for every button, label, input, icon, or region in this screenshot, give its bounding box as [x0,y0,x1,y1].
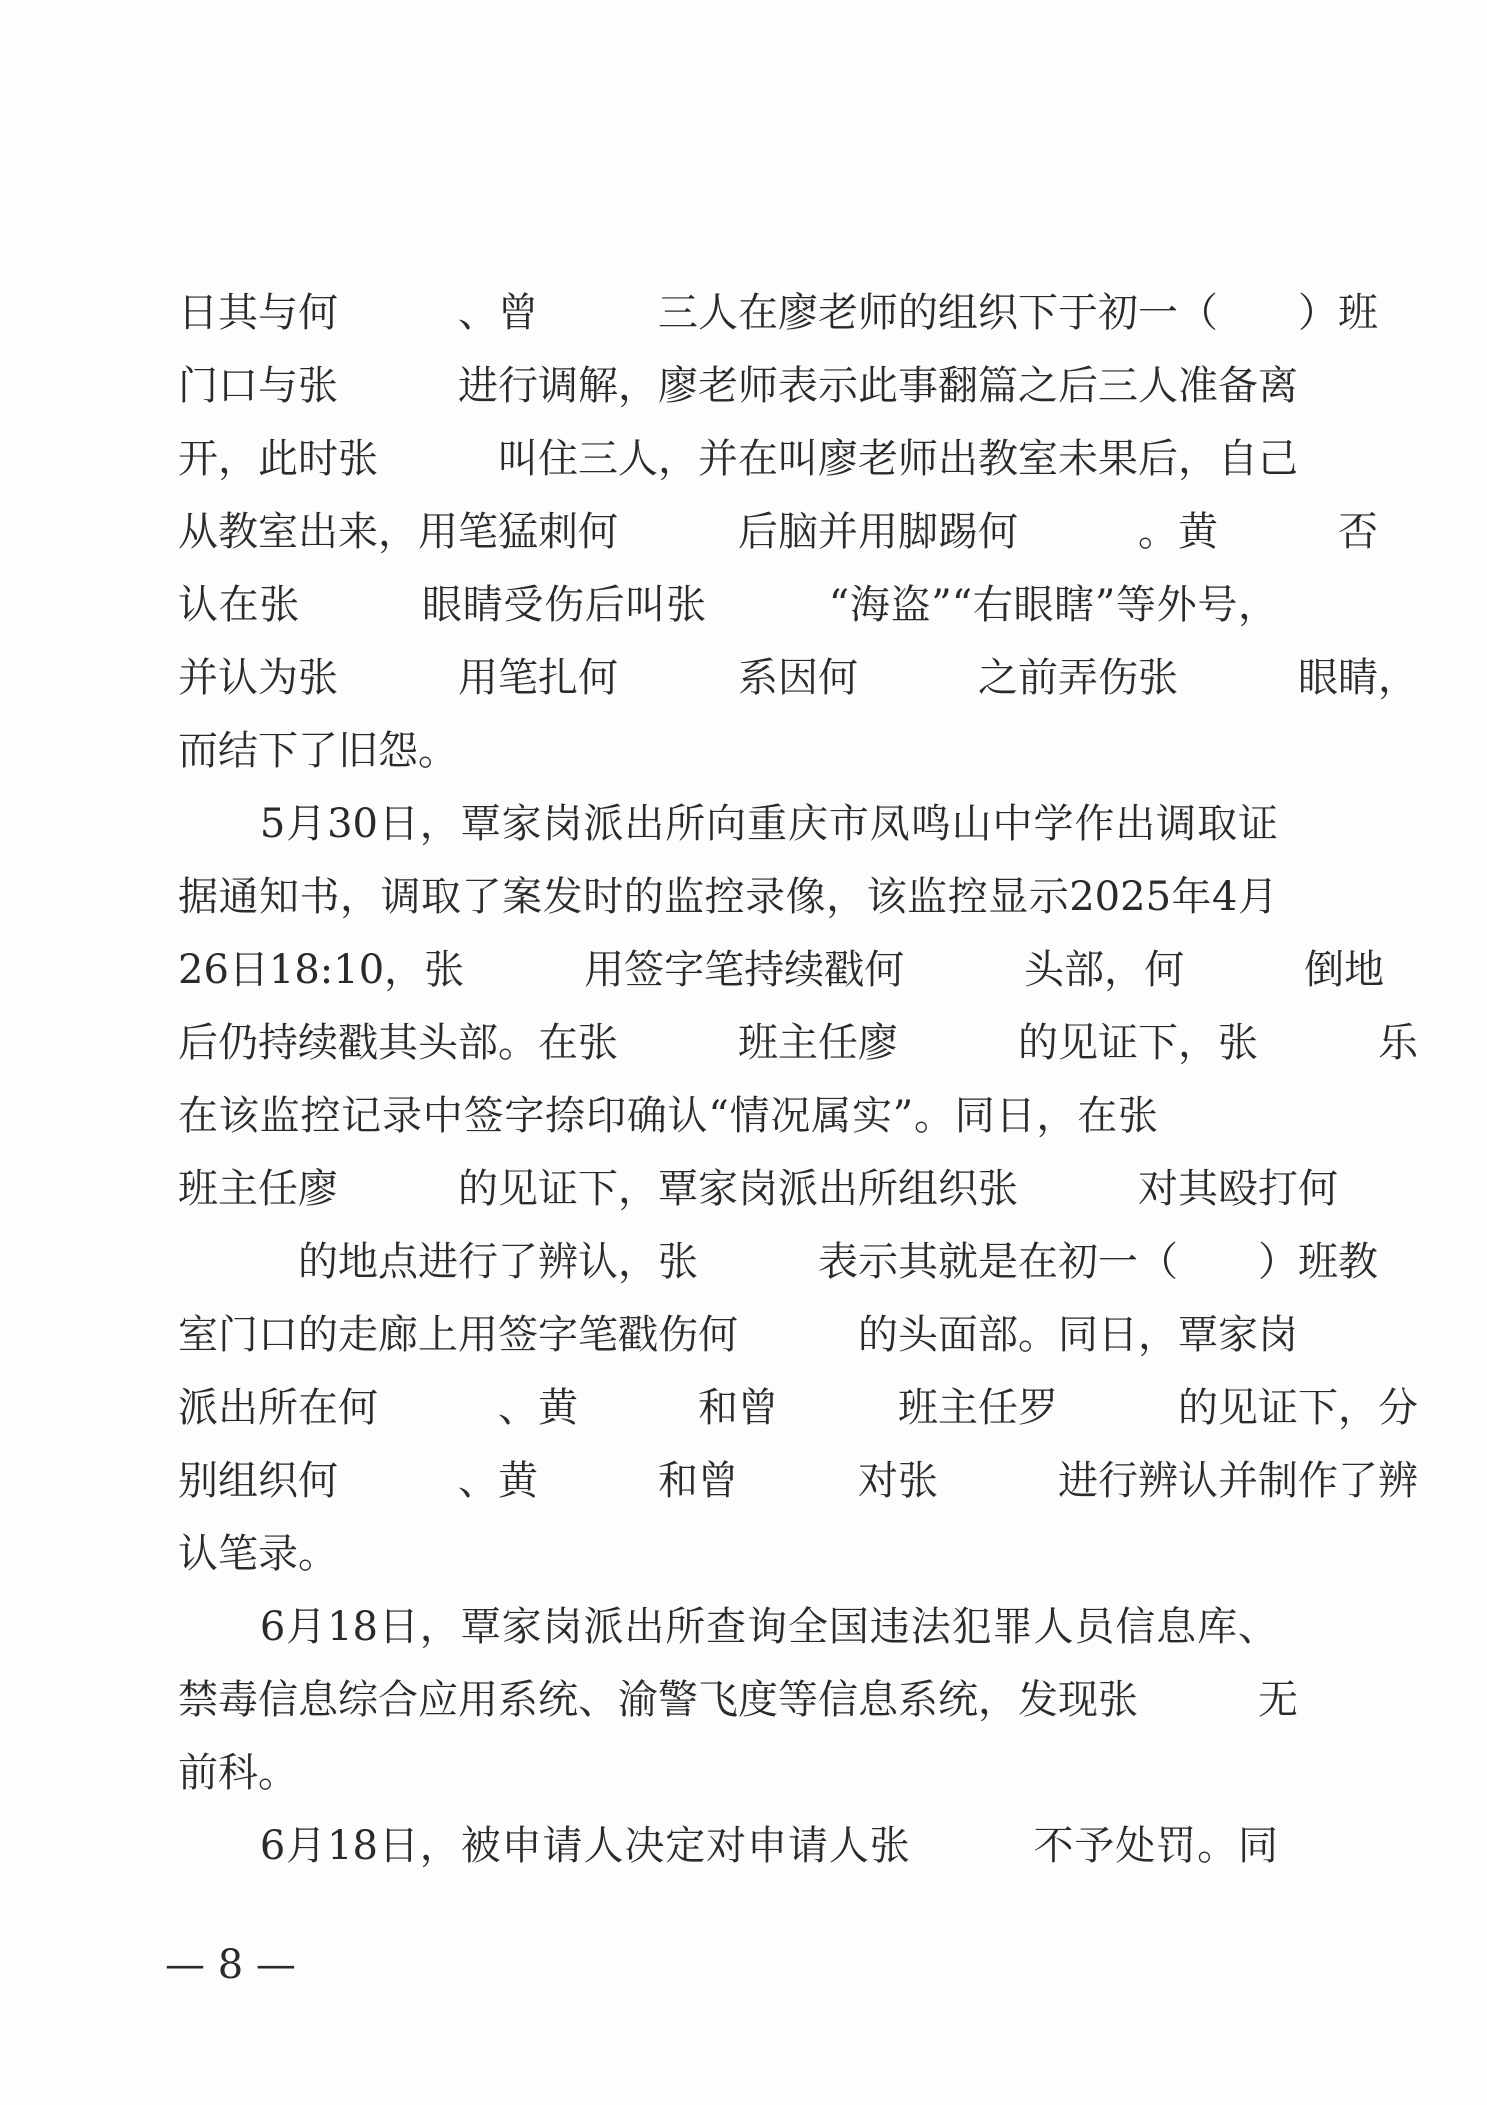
text-line: 前科。 [178,1750,298,1796]
text-line: 日其与何 、曾 三人在廖老师的组织下于初一（ ）班 [178,290,1378,336]
text-line: 认笔录。 [178,1531,338,1577]
text-line: 认在张 眼睛受伤后叫张 “海盗”“右眼瞎”等外号， [178,582,1278,628]
text-line: 26日18:10，张 用签字笔持续戳何 头部，何 倒地 [178,947,1385,993]
text-line: 据通知书，调取了案发时的监控录像，该监控显示2025年4月 [178,874,1278,920]
text-line: 并认为张 用笔扎何 系因何 之前弄伤张 眼睛， [178,655,1418,701]
page-number: — 8 — [165,1942,296,1988]
text-line: 别组织何 、黄 和曾 对张 进行辨认并制作了辨 [178,1458,1418,1504]
text-line: 派出所在何 、黄 和曾 班主任罗 的见证下，分 [178,1385,1418,1431]
text-line: 门口与张 进行调解，廖老师表示此事翻篇之后三人准备离 [178,363,1298,409]
text-line: 在该监控记录中签字捺印确认“情况属实”。同日，在张 [178,1093,1278,1139]
text-line: 5月30日，覃家岗派出所向重庆市凤鸣山中学作出调取证 [178,801,1278,847]
text-line: 室门口的走廊上用签字笔戳伤何 的头面部。同日，覃家岗 [178,1312,1298,1358]
text-line: 后仍持续戳其头部。在张 班主任廖 的见证下，张 乐 [178,1020,1418,1066]
text-line: 班主任廖 的见证下，覃家岗派出所组织张 对其殴打何 [178,1166,1338,1212]
text-line: 从教室出来，用笔猛刺何 后脑并用脚踢何 。黄 否 [178,509,1378,555]
text-line: 的地点进行了辨认，张 表示其就是在初一（ ）班教 [178,1239,1378,1285]
text-line: 开，此时张 叫住三人，并在叫廖老师出教室未果后，自己 [178,436,1298,482]
text-line: 6月18日，被申请人决定对申请人张 不予处罚。同 [178,1823,1278,1869]
text-line: 而结下了旧怨。 [178,728,458,774]
text-line: 6月18日，覃家岗派出所查询全国违法犯罪人员信息库、 [178,1604,1278,1650]
text-line: 禁毒信息综合应用系统、渝警飞度等信息系统，发现张 无 [178,1677,1298,1723]
